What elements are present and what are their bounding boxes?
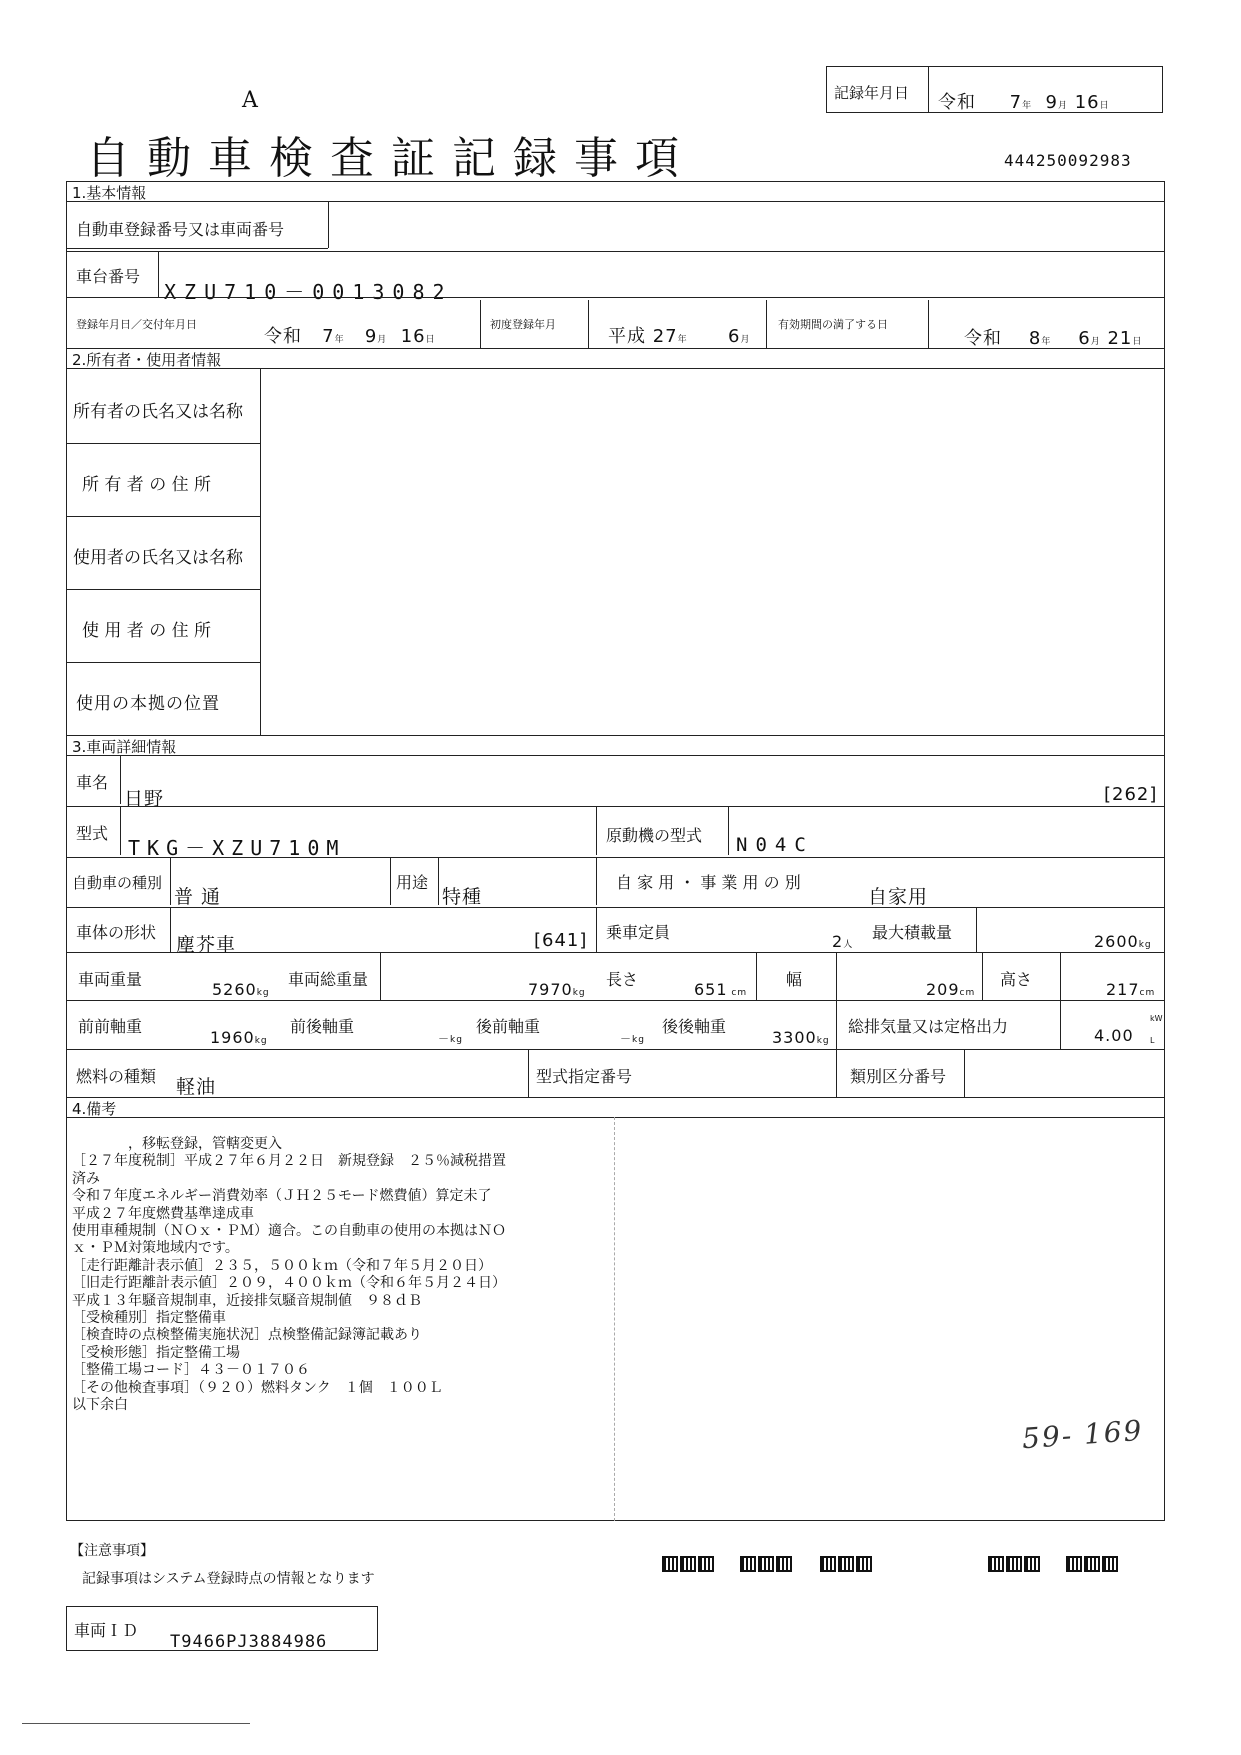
section-vehicle-title: 3.車両詳細情報 <box>72 738 177 756</box>
capacity-value: 2人 <box>832 932 854 951</box>
record-date-label: 記録年月日 <box>834 84 910 102</box>
engine-label: 原動機の型式 <box>606 826 703 845</box>
remarks-line: 平成２７年度燃費基準達成車 <box>72 1205 254 1222</box>
body-label: 車体の形状 <box>76 923 157 942</box>
displacement-label: 総排気量又は定格出力 <box>848 1017 1009 1036</box>
rear-rear-axle-value: 3300kg <box>772 1028 830 1047</box>
car-name-label: 車名 <box>76 773 109 792</box>
fuel-value: 軽油 <box>176 1076 217 1098</box>
use-value: 特種 <box>442 886 483 908</box>
use-label: 用途 <box>396 873 429 892</box>
model-label: 型式 <box>76 824 109 843</box>
barcode-group-4 <box>988 1556 1040 1572</box>
remarks-line: ［整備工場コード］４３－０１７０６ <box>72 1362 310 1379</box>
first-reg-value: 平成 27年 6月 <box>608 326 751 347</box>
user-address-label: 使 用 者 の 住 所 <box>82 621 212 641</box>
remarks-line: ［２７年度税制］平成２７年６月２２日 新規登録 ２５％減税措置 <box>72 1153 506 1170</box>
section-basic-title: 1.基本情報 <box>72 184 147 202</box>
car-name-value: 日野 <box>124 788 165 810</box>
kind-label: 自動車の種別 <box>72 874 163 892</box>
gross-weight-value: 7970kg <box>528 980 586 999</box>
remarks-line: 済み <box>72 1170 100 1187</box>
header-mark: A <box>242 88 258 113</box>
width-label: 幅 <box>786 970 803 989</box>
body-code: [641] <box>534 930 588 951</box>
front-rear-axle-label: 前後軸重 <box>290 1017 355 1036</box>
chassis-value: XZU710－0013082 <box>164 280 453 304</box>
expiry-label: 有効期間の満了する日 <box>778 318 888 331</box>
remarks-line: ｘ・ＰＭ対策地域内です。 <box>72 1240 239 1257</box>
owner-address-label: 所 有 者 の 住 所 <box>82 475 212 495</box>
vehicle-id-label: 車両ＩＤ <box>74 1621 139 1640</box>
model-value: TKG－XZU710M <box>128 836 346 860</box>
barcode-group-5 <box>1066 1556 1118 1572</box>
body-value: 塵芥車 <box>176 934 237 956</box>
engine-value: N04C <box>736 834 814 856</box>
expiry-value: 令和 8年 6月 21日 <box>964 328 1143 349</box>
reg-date-value: 令和 7年 9月 16日 <box>264 326 436 347</box>
displacement-value: 4.00 <box>1094 1026 1134 1045</box>
front-front-axle-value: 1960kg <box>210 1028 268 1047</box>
fuel-label: 燃料の種類 <box>76 1067 157 1086</box>
front-rear-axle-value: －kg <box>438 1032 463 1045</box>
private-value: 自家用 <box>868 886 929 908</box>
max-load-label: 最大積載量 <box>872 923 953 942</box>
length-value: 651 cm <box>694 980 748 999</box>
rear-front-axle-label: 後前軸重 <box>476 1017 541 1036</box>
remarks-line: ，移転登録，管轄変更入 <box>72 1136 282 1152</box>
owner-name-label: 所有者の氏名又は名称 <box>73 402 243 422</box>
type-designation-label: 型式指定番号 <box>536 1067 633 1086</box>
remarks-text <box>72 1136 506 1415</box>
front-front-axle-label: 前前軸重 <box>78 1017 143 1036</box>
max-load-value: 2600kg <box>1094 932 1152 951</box>
displacement-unit-kw: kW <box>1150 1014 1163 1023</box>
remarks-line: ［その他検査事項］（９２０）燃料タンク １個 １００Ｌ <box>72 1379 443 1396</box>
rear-rear-axle-label: 後後軸重 <box>662 1017 727 1036</box>
record-date-value: 令和 7年 9月 16日 <box>938 92 1110 113</box>
weight-value: 5260kg <box>212 980 270 999</box>
capacity-label: 乗車定員 <box>606 923 671 942</box>
section-remarks-title: 4.備考 <box>72 1100 117 1118</box>
rear-front-axle-value: －kg <box>620 1032 645 1045</box>
weight-label: 車両重量 <box>78 970 143 989</box>
remarks-line: ［旧走行距離計表示値］２０９，４００ｋｍ（令和６年５月２４日） <box>72 1275 506 1292</box>
barcode-group-2 <box>740 1556 792 1572</box>
kind-value: 普 通 <box>174 886 222 908</box>
vehicle-id-value: T9466PJ3884986 <box>170 1632 328 1652</box>
length-label: 長さ <box>606 970 639 989</box>
displacement-unit-l: L <box>1150 1036 1155 1045</box>
private-label: 自 家 用 ・ 事 業 用 の 別 <box>616 873 801 892</box>
first-reg-label: 初度登録年月 <box>490 318 556 331</box>
remarks-line: 令和７年度エネルギー消費効率（ＪＨ２５モード燃費値）算定未了 <box>72 1188 492 1205</box>
barcode-group-3 <box>820 1556 872 1572</box>
notes-title: 【注意事項】 <box>70 1543 154 1559</box>
base-location-label: 使用の本拠の位置 <box>76 694 220 714</box>
document-number: 444250092983 <box>1004 151 1132 170</box>
barcode-group-1 <box>662 1556 714 1572</box>
gross-weight-label: 車両総重量 <box>288 970 369 989</box>
reg-date-label: 登録年月日／交付年月日 <box>76 318 197 331</box>
section-owner-title: 2.所有者・使用者情報 <box>72 351 222 369</box>
remarks-line: ［受検形態］指定整備工場 <box>72 1344 240 1361</box>
document-title: 自動車検査証記録事項 <box>86 133 696 184</box>
handwritten-note: 59- 169 <box>1020 1413 1145 1456</box>
chassis-label: 車台番号 <box>76 267 141 286</box>
remarks-line: ［受検種別］指定整備車 <box>72 1310 226 1327</box>
class-number-label: 類別区分番号 <box>850 1067 947 1086</box>
remarks-line: ［走行距離計表示値］２３５，５００ｋｍ（令和７年５月２０日） <box>72 1257 492 1274</box>
car-name-code: [262] <box>1104 784 1158 805</box>
remarks-line: 使用車種規制（ＮＯｘ・ＰＭ）適合。この自動車の使用の本拠はＮＯ <box>72 1223 506 1240</box>
width-value: 209cm <box>926 980 976 999</box>
user-name-label: 使用者の氏名又は名称 <box>73 548 243 568</box>
remarks-line: 以下余白 <box>72 1397 128 1414</box>
height-label: 高さ <box>1000 970 1033 989</box>
height-value: 217cm <box>1106 980 1156 999</box>
footer-rule <box>22 1723 250 1724</box>
remarks-line: 平成１３年騒音規制車，近接排気騒音規制値 ９８ｄＢ <box>72 1292 422 1309</box>
notes-text: 記録事項はシステム登録時点の情報となります <box>82 1571 375 1587</box>
reg-number-label: 自動車登録番号又は車両番号 <box>76 220 285 239</box>
remarks-line: ［検査時の点検整備実施状況］点検整備記録簿記載あり <box>72 1327 422 1344</box>
